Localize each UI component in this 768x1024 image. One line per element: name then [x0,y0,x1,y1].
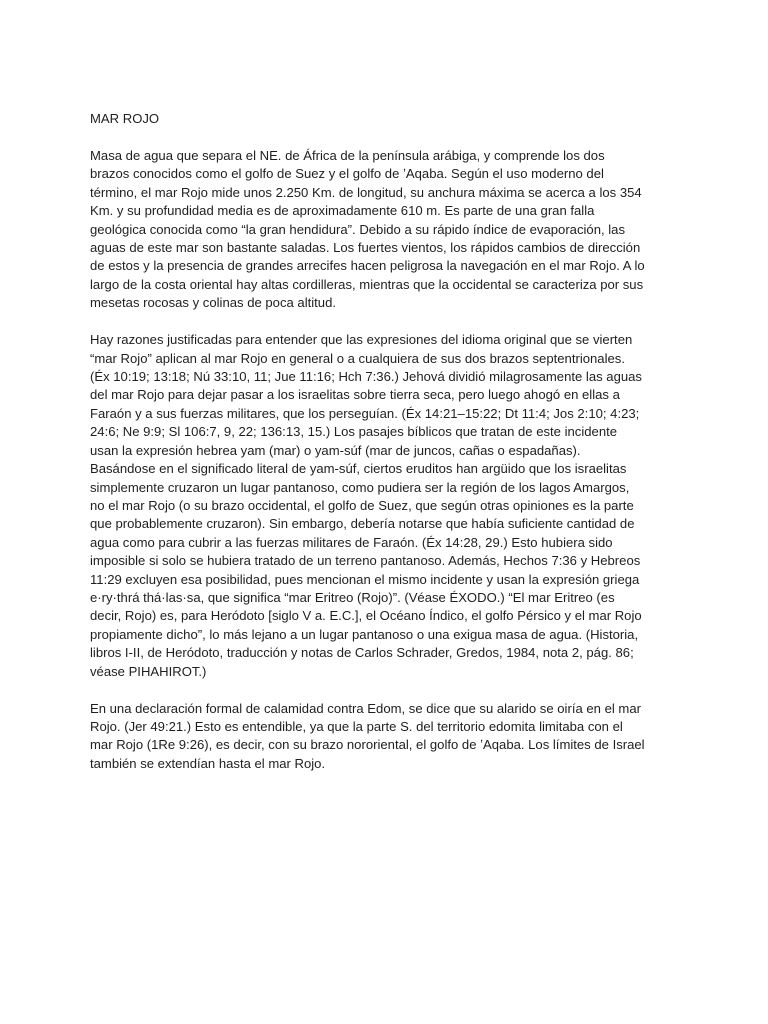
text-line: (Éx 10:19; 13:18; Nú 33:10, 11; Jue 11:16; Hch 7:36.) Jehová dividió milagrosamente las aguas [90,369,642,385]
text-line: En una declaración formal de calamidad contra Edom, se dice que su alarido se oiría en el mar [90,700,641,716]
paragraph [90,700,690,774]
text-line: Km. y su profundidad media es de aproximadamente 610 m. Es parte de una gran falla [90,203,595,219]
text-line: mesetas rocosas y colinas de poca altitud. [90,295,337,311]
text-line: decir, Rojo) es, para Heródoto [siglo V a. E.C.], el Océano Índico, el golfo Pérsico y el mar Rojo [90,608,642,624]
paragraph [90,147,690,313]
text-line: véase PIHAHIROT.) [90,663,207,679]
text-line: 24:6; Ne 9:9; Sl 106:7, 9, 22; 136:13, 15.) Los pasajes bíblicos que tratan de este incidente [90,424,618,440]
text-line: mar Rojo (1Re 9:26), es decir, con su brazo nororiental, el golfo de ʽAqaba. Los límites de Israel [90,737,645,753]
document-title: MAR ROJO [90,111,160,126]
text-line: usan la expresión hebrea yam (mar) o yam-súf (mar de juncos, cañas o espadañas). [90,442,581,458]
document-page [90,110,690,792]
text-line: también se extendían hasta el mar Rojo. [90,755,326,771]
text-line: término, el mar Rojo mide unos 2.250 Km. de longitud, su anchura máxima se acerca a los 354 [90,184,642,200]
text-line: libros I-II, de Heródoto, traducción y notas de Carlos Schrader, Gredos, 1984, nota 2, pág. 86; [90,645,634,661]
text-line: del mar Rojo para dejar pasar a los israelitas sobre tierra seca, pero luego ahogó en ellas a [90,387,620,403]
text-line: 11:29 excluyen esa posibilidad, pues mencionan el mismo incidente y usan la expresión griega [90,571,640,587]
text-line: Rojo. (Jer 49:21.) Esto es entendible, ya que la parte S. del territorio edomita limitaba con el [90,718,623,734]
text-line: “mar Rojo” aplican al mar Rojo en general o a cualquiera de sus dos brazos septentrionales. [90,350,625,366]
text-line: Basándose en el significado literal de yam-súf, ciertos eruditos han argüido que los israelitas [90,461,627,477]
paragraph [90,331,690,681]
text-line: brazos conocidos como el golfo de Suez y el golfo de ʽAqaba. Según el uso moderno del [90,166,604,182]
text-line: Hay razones justificadas para entender que las expresiones del idioma original que se vierten [90,332,633,348]
text-line: aguas de este mar son bastante saladas. Los fuertes vientos, los rápidos cambios de dirección [90,240,641,256]
text-line: que probablemente cruzaron). Sin embargo, debería notarse que había suficiente cantidad de [90,516,635,532]
text-line: Masa de agua que separa el NE. de África de la península arábiga, y comprende los dos [90,148,605,163]
document-body [90,147,690,773]
text-line: geológica conocida como “la gran hendidura”. Debido a su rápido índice de evaporación, las [90,221,626,237]
text-line: propiamente dicho”, lo más lejano a un lugar pantanoso o una exigua masa de agua. (Historia, [90,626,639,642]
text-line: imposible si solo se hubiera tratado de un terreno pantanoso. Además, Hechos 7:36 y Hebreos [90,553,641,569]
text-line: e·ry·thrá thá·las·sa, que significa “mar Eritreo (Rojo)”. (Véase ÉXODO.) “El mar Eritreo (es [90,589,615,605]
text-line: de estos y la presencia de grandes arrecifes hacen peligrosa la navegación en el mar Rojo. A lo [90,258,645,274]
text-line: simplemente cruzaron un lugar pantanoso, como pudiera ser la región de los lagos Amargos, [90,479,630,495]
text-line: largo de la costa oriental hay altas cordilleras, mientras que la occidental se caracteriza por sus [90,276,644,292]
text-line: no el mar Rojo (o su brazo occidental, el golfo de Suez, que según otras opiniones es la parte [90,497,634,513]
text-line: Faraón y a sus fuerzas militares, que los perseguían. (Éx 14:21–15:22; Dt 11:4; Jos 2:10; 4:23; [90,405,640,421]
text-line: agua como para cubrir a las fuerzas militares de Faraón. (Éx 14:28, 29.) Esto hubiera sido [90,534,613,550]
